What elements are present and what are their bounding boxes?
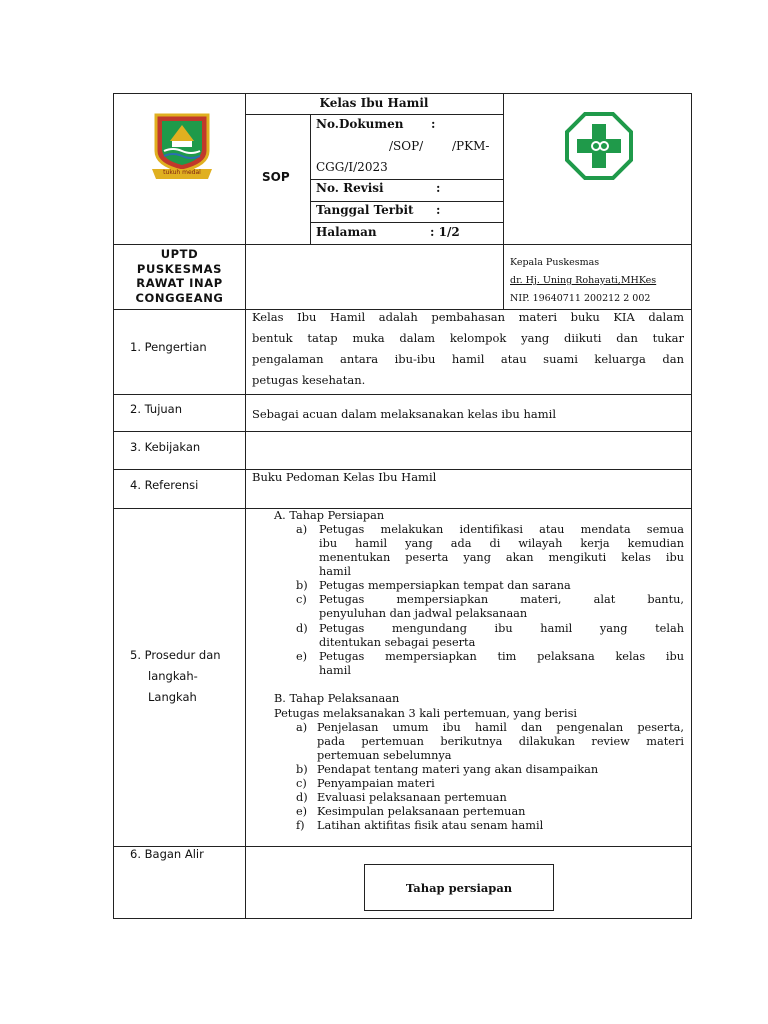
halaman-label: Halaman bbox=[316, 225, 377, 239]
line: Petugas mempersiapkan materi, alat bantu, bbox=[319, 593, 684, 606]
pengertian-text bbox=[252, 307, 684, 391]
line: Petugas mengundang ibu hamil yang telah bbox=[319, 622, 684, 635]
no-dokumen-part2: /PKM- bbox=[452, 139, 490, 153]
tanggal-terbit-colon: : bbox=[436, 203, 441, 217]
line: Petugas melakukan identifikasi atau mendata semua bbox=[319, 523, 684, 536]
tujuan-text: Sebagai acuan dalam melaksanakan kelas ibu hamil bbox=[252, 407, 556, 421]
no-dokumen-colon: : bbox=[431, 117, 436, 131]
tujuan-label: 2. Tujuan bbox=[130, 402, 183, 416]
pelaksanaan-item-marker: b) bbox=[296, 763, 308, 776]
pelaksanaan-item-text: Kesimpulan pelaksanaan pertemuan bbox=[317, 805, 526, 818]
pelaksanaan-intro: Petugas melaksanakan 3 kali pertemuan, yang berisi bbox=[274, 707, 577, 720]
persiapan-item-text bbox=[319, 622, 684, 650]
persiapan-item-text: Petugas mempersiapkan tempat dan sarana bbox=[319, 579, 571, 592]
line: Petugas mempersiapkan tim pelaksana kelas ibu bbox=[319, 650, 684, 663]
prosedur-label-line: 5. Prosedur dan bbox=[130, 648, 221, 662]
tanggal-terbit-label: Tanggal Terbit bbox=[316, 203, 414, 217]
flowchart-box bbox=[364, 864, 554, 911]
document-title: Kelas Ibu Hamil bbox=[319, 96, 429, 110]
org-line-1: UPTD bbox=[160, 247, 199, 261]
organization-name bbox=[114, 247, 245, 305]
persiapan-item-marker: d) bbox=[296, 622, 308, 635]
pengertian-line: bentuk tatap muka dalam kelompok yang diikuti dan tukar bbox=[252, 331, 684, 345]
persiapan-item-marker: c) bbox=[296, 593, 307, 606]
line: ibu hamil yang ada di wilayah kerja kemudian bbox=[319, 537, 684, 550]
signer-nip: NIP. 19640711 200212 2 002 bbox=[510, 293, 651, 304]
sop-label: SOP bbox=[262, 170, 290, 184]
persiapan-item-marker: b) bbox=[296, 579, 308, 592]
puskesmas-logo bbox=[565, 112, 633, 180]
pelaksanaan-item-marker: d) bbox=[296, 791, 308, 804]
halaman-value: : 1/2 bbox=[430, 225, 460, 239]
pelaksanaan-item-marker: c) bbox=[296, 777, 307, 790]
signer-title: Kepala Puskesmas bbox=[510, 257, 600, 268]
pengertian-line: petugas kesehatan. bbox=[252, 373, 366, 387]
prosedur-label bbox=[130, 645, 221, 708]
kebijakan-label: 3. Kebijakan bbox=[130, 440, 201, 454]
line: penyuluhan dan jadwal pelaksanaan bbox=[319, 607, 528, 620]
prosedur-label-line: langkah- bbox=[148, 669, 198, 683]
org-line-3: RAWAT INAP bbox=[136, 276, 223, 290]
prosedur-label-line: Langkah bbox=[148, 690, 197, 704]
persiapan-item-text bbox=[319, 650, 684, 678]
persiapan-item-marker: e) bbox=[296, 650, 308, 663]
org-line-4: CONGGEANG bbox=[135, 290, 224, 305]
persiapan-item-text bbox=[319, 523, 684, 579]
pelaksanaan-item-text: Latihan aktifitas fisik atau senam hamil bbox=[317, 819, 544, 832]
line: ditentukan sebagai peserta bbox=[319, 636, 476, 649]
pelaksanaan-item-text: Evaluasi pelaksanaan pertemuan bbox=[317, 791, 507, 804]
line: pertemuan sebelumnya bbox=[317, 749, 452, 762]
signer-name: dr. Hj. Uning Rohayati,MHKes bbox=[510, 275, 657, 286]
crest-motto: tukuh medal bbox=[163, 169, 201, 176]
pengertian-label: 1. Pengertian bbox=[130, 340, 207, 354]
persiapan-item-marker: a) bbox=[296, 523, 308, 536]
no-dokumen-part1: /SOP/ bbox=[389, 139, 424, 153]
pelaksanaan-item-text: Pendapat tentang materi yang akan disampaikan bbox=[317, 763, 599, 776]
referensi-text: Buku Pedoman Kelas Ibu Hamil bbox=[252, 470, 437, 484]
line: Penjelasan umum ibu hamil dan pengenalan peserta, bbox=[317, 721, 684, 734]
bagan-alir-label: 6. Bagan Alir bbox=[130, 847, 204, 861]
regency-crest-logo bbox=[150, 111, 214, 181]
line: menentukan peserta yang akan mengikuti kelas ibu bbox=[319, 551, 684, 564]
persiapan-item-text bbox=[319, 593, 684, 621]
pelaksanaan-item-text: Penyampaian materi bbox=[317, 777, 435, 790]
no-dokumen-part3: CGG/I/2023 bbox=[316, 160, 388, 174]
no-revisi-label: No. Revisi bbox=[316, 181, 384, 195]
pelaksanaan-item-text bbox=[317, 721, 684, 763]
pelaksanaan-item-marker: a) bbox=[296, 721, 308, 734]
referensi-label: 4. Referensi bbox=[130, 478, 199, 492]
line: hamil bbox=[319, 664, 351, 677]
line: hamil bbox=[319, 565, 351, 578]
pelaksanaan-item-marker: f) bbox=[296, 819, 305, 832]
tahap-persiapan-heading: A. Tahap Persiapan bbox=[274, 509, 385, 522]
flowchart-box-label: Tahap persiapan bbox=[405, 880, 513, 895]
org-line-2: PUSKESMAS bbox=[136, 261, 223, 276]
no-revisi-colon: : bbox=[436, 181, 441, 195]
no-dokumen-label: No.Dokumen bbox=[316, 117, 404, 131]
line: pada pertemuan berikutnya dilakukan review materi bbox=[317, 735, 684, 748]
pengertian-line: Kelas Ibu Hamil adalah pembahasan materi buku KIA dalam bbox=[252, 310, 684, 324]
pelaksanaan-item-marker: e) bbox=[296, 805, 308, 818]
tahap-pelaksanaan-heading: B. Tahap Pelaksanaan bbox=[274, 692, 400, 705]
pengertian-line: pengalaman antara ibu-ibu hamil atau suami keluarga dan bbox=[252, 352, 684, 366]
